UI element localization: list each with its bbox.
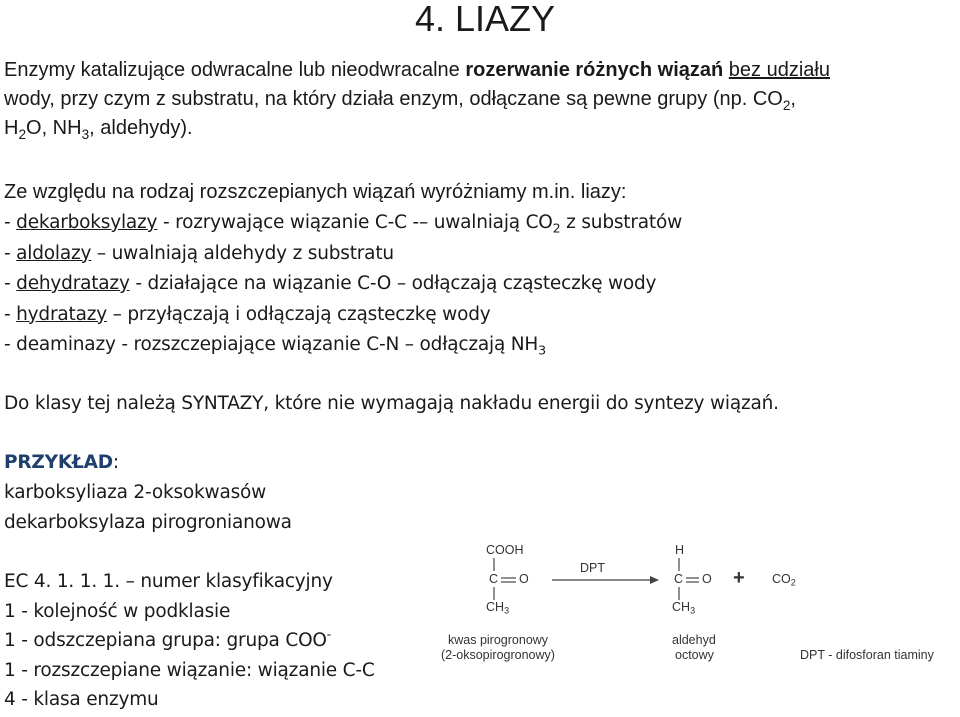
- substrate-oxygen: O: [519, 572, 529, 586]
- substrate-name-alt: (2-oksopirogronowy): [441, 648, 555, 662]
- co2-subscript: 2: [790, 577, 796, 588]
- list-dash: -: [4, 242, 17, 264]
- charge-superscript: -: [326, 626, 332, 642]
- product-methyl: [672, 600, 695, 614]
- enzyme-desc: – przyłączają i odłączają cząsteczkę wody: [106, 303, 491, 325]
- product-oxygen: O: [702, 572, 712, 586]
- enzyme-desc: - działające na wiązanie C-O – odłączają cząsteczkę wody: [129, 273, 657, 294]
- list-dash: -: [4, 334, 17, 355]
- ec-number-block: [4, 567, 375, 715]
- enzyme-desc: deaminazy - rozszczepiające wiązanie C-N – odłączają NH: [16, 334, 539, 355]
- list-dash: -: [4, 303, 17, 325]
- example-block: [4, 448, 292, 538]
- synthase-note: Do klasy tej należą SYNTAZY, które nie wymagają nakładu energii do syntezy wiązań.: [4, 393, 779, 414]
- list-item: [4, 269, 682, 300]
- methyl-text: CH: [672, 600, 691, 614]
- enzyme-tail: z substratów: [560, 212, 683, 233]
- substrate-carboxyl: COOH: [486, 543, 524, 557]
- example-enzyme-name-1: karboksyliaza 2-oksokwasów: [4, 482, 267, 503]
- intro-text: Enzymy katalizujące odwracalne lub nieodwracalne: [4, 59, 466, 81]
- list-dash: -: [4, 212, 17, 233]
- enzyme-name: dekarboksylazy: [16, 212, 158, 233]
- co2-subscript: 2: [552, 220, 561, 236]
- co2-text: CO: [772, 572, 791, 586]
- intro-text-3: O, NH: [26, 117, 82, 139]
- example-colon: :: [112, 452, 119, 473]
- methyl-text: CH: [486, 600, 505, 614]
- enzyme-name: hydratazy: [16, 303, 107, 325]
- enzyme-desc: – uwalniają aldehydy z substratu: [91, 242, 394, 264]
- liase-types-list: [4, 208, 682, 361]
- enzyme-desc: - rozrywające wiązanie C-C -– uwalniają CO: [157, 212, 553, 233]
- page-title: 4. LIAZY: [414, 0, 556, 39]
- nh3-subscript: 3: [538, 342, 546, 358]
- ec-line: 4 - klasa enzymu: [4, 689, 159, 710]
- list-item: [4, 300, 682, 331]
- substrate-carbon: C: [489, 572, 499, 586]
- product-hydrogen: H: [675, 543, 685, 557]
- arrowhead: [650, 576, 659, 584]
- types-heading: Ze względu na rodzaj rozszczepianych wiązań wyróżniamy m.in. liazy:: [4, 181, 627, 203]
- ec-line: 1 - kolejność w podklasie: [4, 600, 231, 622]
- product-carbon: C: [674, 572, 684, 586]
- enzyme-cofactor-legend: DPT - difosforan tiaminy: [800, 648, 934, 662]
- nh3-subscript: 3: [81, 126, 90, 142]
- substrate-name: kwas pirogronowy: [448, 633, 549, 647]
- ec-line: 1 - odszczepiana grupa: grupa COO: [4, 630, 327, 651]
- intro-bold: rozerwanie różnych wiązań: [465, 59, 724, 81]
- example-label: PRZYKŁAD: [4, 452, 113, 473]
- carbon-dioxide: [772, 572, 796, 586]
- list-item: [4, 208, 682, 239]
- substrate-methyl: [486, 600, 509, 614]
- intro-paragraph: [4, 56, 954, 143]
- product-name-2: octowy: [675, 648, 714, 662]
- example-enzyme-name-2: dekarboksylaza pirogronianowa: [4, 512, 292, 533]
- list-dash: -: [4, 273, 17, 294]
- intro-text-4: , aldehydy).: [89, 117, 193, 139]
- ec-line: 1 - rozszczepiane wiązanie: wiązanie C-C: [4, 659, 375, 681]
- h2o-subscript: 2: [18, 126, 27, 142]
- enzyme-name: dehydratazy: [16, 273, 130, 294]
- intro-comma: ,: [790, 88, 796, 110]
- plus-sign: +: [733, 567, 745, 589]
- methyl-subscript: 3: [690, 605, 696, 616]
- product-name: aldehyd: [672, 633, 716, 647]
- list-item: [4, 330, 682, 361]
- intro-underline: bez udziału: [728, 59, 830, 81]
- ec-line: EC 4. 1. 1. 1. – numer klasyfikacyjny: [4, 571, 333, 592]
- methyl-subscript: 3: [504, 605, 510, 616]
- intro-text-2: wody, przy czym z substratu, na który działa enzym, odłączane są pewne grupy (np. CO: [4, 88, 783, 110]
- list-item: [4, 239, 682, 270]
- enzyme-name: aldolazy: [16, 242, 92, 264]
- co2-subscript: 2: [782, 97, 791, 113]
- intro-h: H: [4, 117, 19, 139]
- enzyme-label: DPT: [580, 561, 605, 575]
